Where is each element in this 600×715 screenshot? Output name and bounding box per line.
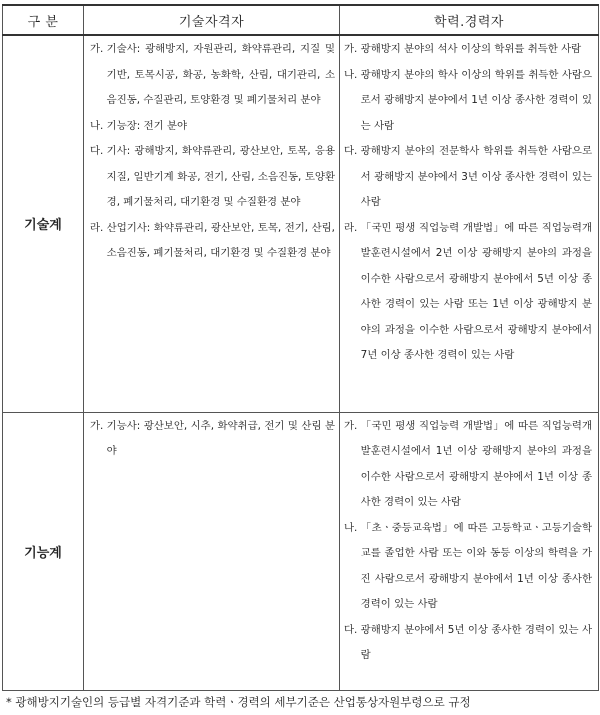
list-item: 나. 광해방지 분야의 학사 이상의 학위를 취득한 사람으로서 광해방지 분야에서 1년 이상 종사한 경력이 있는 사람 [344,68,592,132]
list-item: 다. 광해방지 분야의 전문학사 학위를 취득한 사람으로서 광해방지 분야에서 3년 이상 종사한 경력이 있는 사람 [344,145,592,208]
list-item: 라. 「국민 평생 직업능력 개발법」에 따른 직업능력개발훈련시설에서 2년 이상 광해방지 분야의 과정을 이수한 사람으로서 광해방지 분야에서 5년 이상 종사한 경력이 있는 사람 또는 1년 이상 광해방지 분야의 과정을 이수한 사람으로서 광해방지 분야에서 7년 이상 종사한 경력이 있는 사람 [344,221,592,361]
header-qualification: 기술자격자 [84,5,340,35]
row-skill [3,412,599,690]
technical-qualifications [84,35,340,412]
list-item: 가. 기능사: 광산보안, 시추, 화약취급, 전기 및 산림 분야 [90,419,335,457]
skill-education-career [340,412,599,690]
list-item: 라. 산업기사: 화약류관리, 광산보안, 토목, 전기, 산림, 소음진동, 폐기물처리, 대기환경 및 수질환경 분야 [90,221,335,259]
category-skill: 기능계 [3,412,84,690]
list-item: 가. 기술사: 광해방지, 자원관리, 화약류관리, 지질 및 기반, 토목시공, 화공, 농화학, 산림, 대기관리, 소음진동, 수질관리, 토양환경 및 폐기물처리 분야 [90,43,335,106]
technical-education-career [340,35,599,412]
header-category: 구 분 [3,5,84,35]
list-item: 나. 기능장: 전기 분야 [90,119,188,132]
header-education-career: 학력.경력자 [340,5,599,35]
skill-qualifications [84,412,340,690]
list-item: 나. 「초ㆍ중등교육법」에 따른 고등학교ㆍ고등기술학교를 졸업한 사람 또는 이와 동등 이상의 학력을 가진 사람으로서 광해방지 분야에서 1년 이상 종사한 경력이 있는 사람 [344,521,592,610]
qualification-table [2,4,599,691]
footnote: * 광해방지기술인의 등급별 자격기준과 학력ㆍ경력의 세부기준은 산업통상자원부령으로 규정 [6,695,471,709]
list-item: 가. 「국민 평생 직업능력 개발법」에 따른 직업능력개발훈련시설에서 1년 이상 광해방지 분야의 과정을 이수한 사람으로서 광해방지 분야에서 1년 이상 종사한 경력이 있는 사람 [344,419,592,508]
category-technical: 기술계 [3,35,84,412]
list-item: 다. 기사: 광해방지, 화약류관리, 광산보안, 토목, 응용지질, 일반기계 화공, 전기, 산림, 소음진동, 토양환경, 폐기물처리, 대기환경 및 수질환경 분야 [90,145,335,208]
list-item: 가. 광해방지 분야의 석사 이상의 학위를 취득한 사람 [344,43,582,55]
row-technical [3,35,599,412]
header-row [3,5,599,35]
list-item: 다. 광해방지 분야에서 5년 이상 종사한 경력이 있는 사람 [344,623,592,661]
